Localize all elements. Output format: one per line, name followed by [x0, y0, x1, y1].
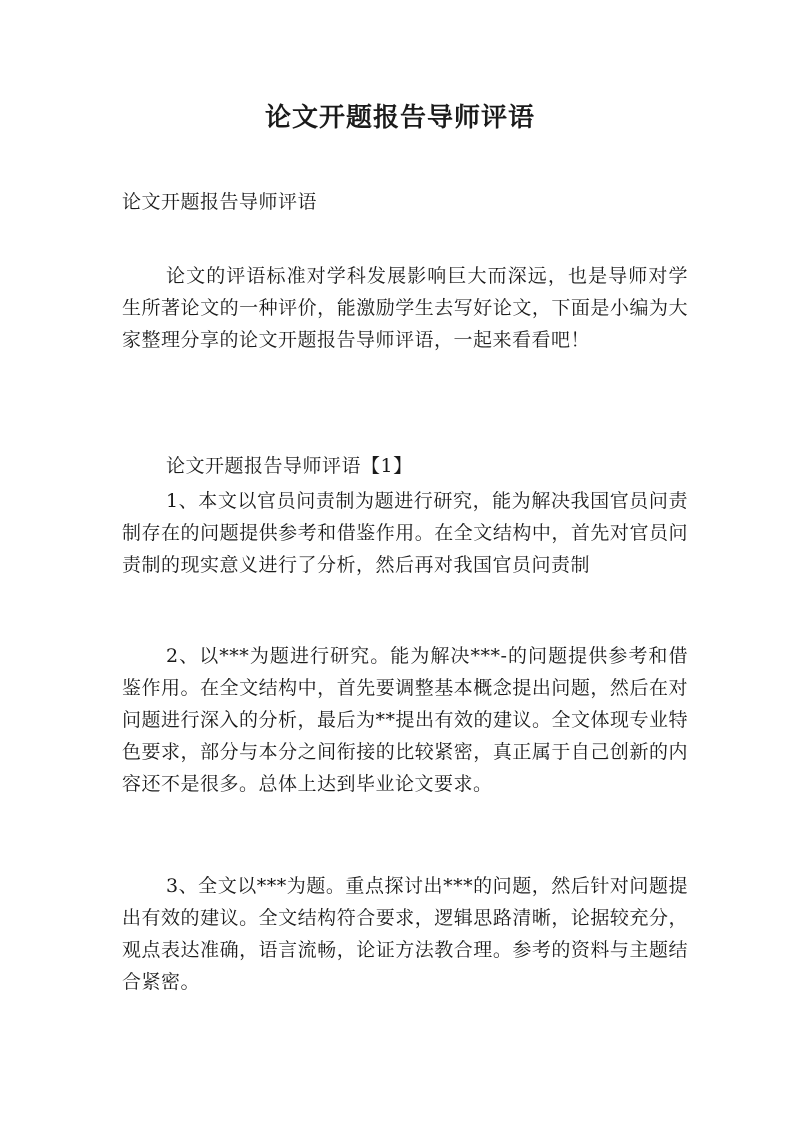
section-heading: 论文开题报告导师评语【1】 [166, 455, 413, 477]
comment-item-2: 2、以***为题进行研究。能为解决***-的问题提供参考和借鉴作用。在全文结构中，首先要调整基本概念提出问题，然后在对问题进行深入的分析，最后为**提出有效的建议。全文体现专业特色要求，部分与本分之间衔接的比较紧密，真正属于自己创新的内容还不是很多。总体上达到毕业论文要求。 [122, 645, 689, 795]
intro-paragraph: 论文的评语标准对学科发展影响巨大而深远，也是导师对学生所著论文的一种评价，能激励学生去写好论文，下面是小编为大家整理分享的论文开题报告导师评语，一起来看看吧！ [122, 265, 688, 351]
document-title: 论文开题报告导师评语 [264, 103, 535, 133]
comment-item-1: 1、本文以官员问责制为题进行研究，能为解决我国官员问责制存在的问题提供参考和借鉴作用。在全文结构中，首先对官员问责制的现实意义进行了分析，然后再对我国官员问责制 [122, 490, 688, 576]
comment-item-3: 3、全文以***为题。重点探讨出***的问题，然后针对问题提出有效的建议。全文结构符合要求，逻辑思路清晰，论据较充分，观点表达准确，语言流畅，论证方法教合理。参考的资料与主题结合紧密。 [122, 875, 688, 993]
document-subtitle: 论文开题报告导师评语 [122, 191, 318, 213]
